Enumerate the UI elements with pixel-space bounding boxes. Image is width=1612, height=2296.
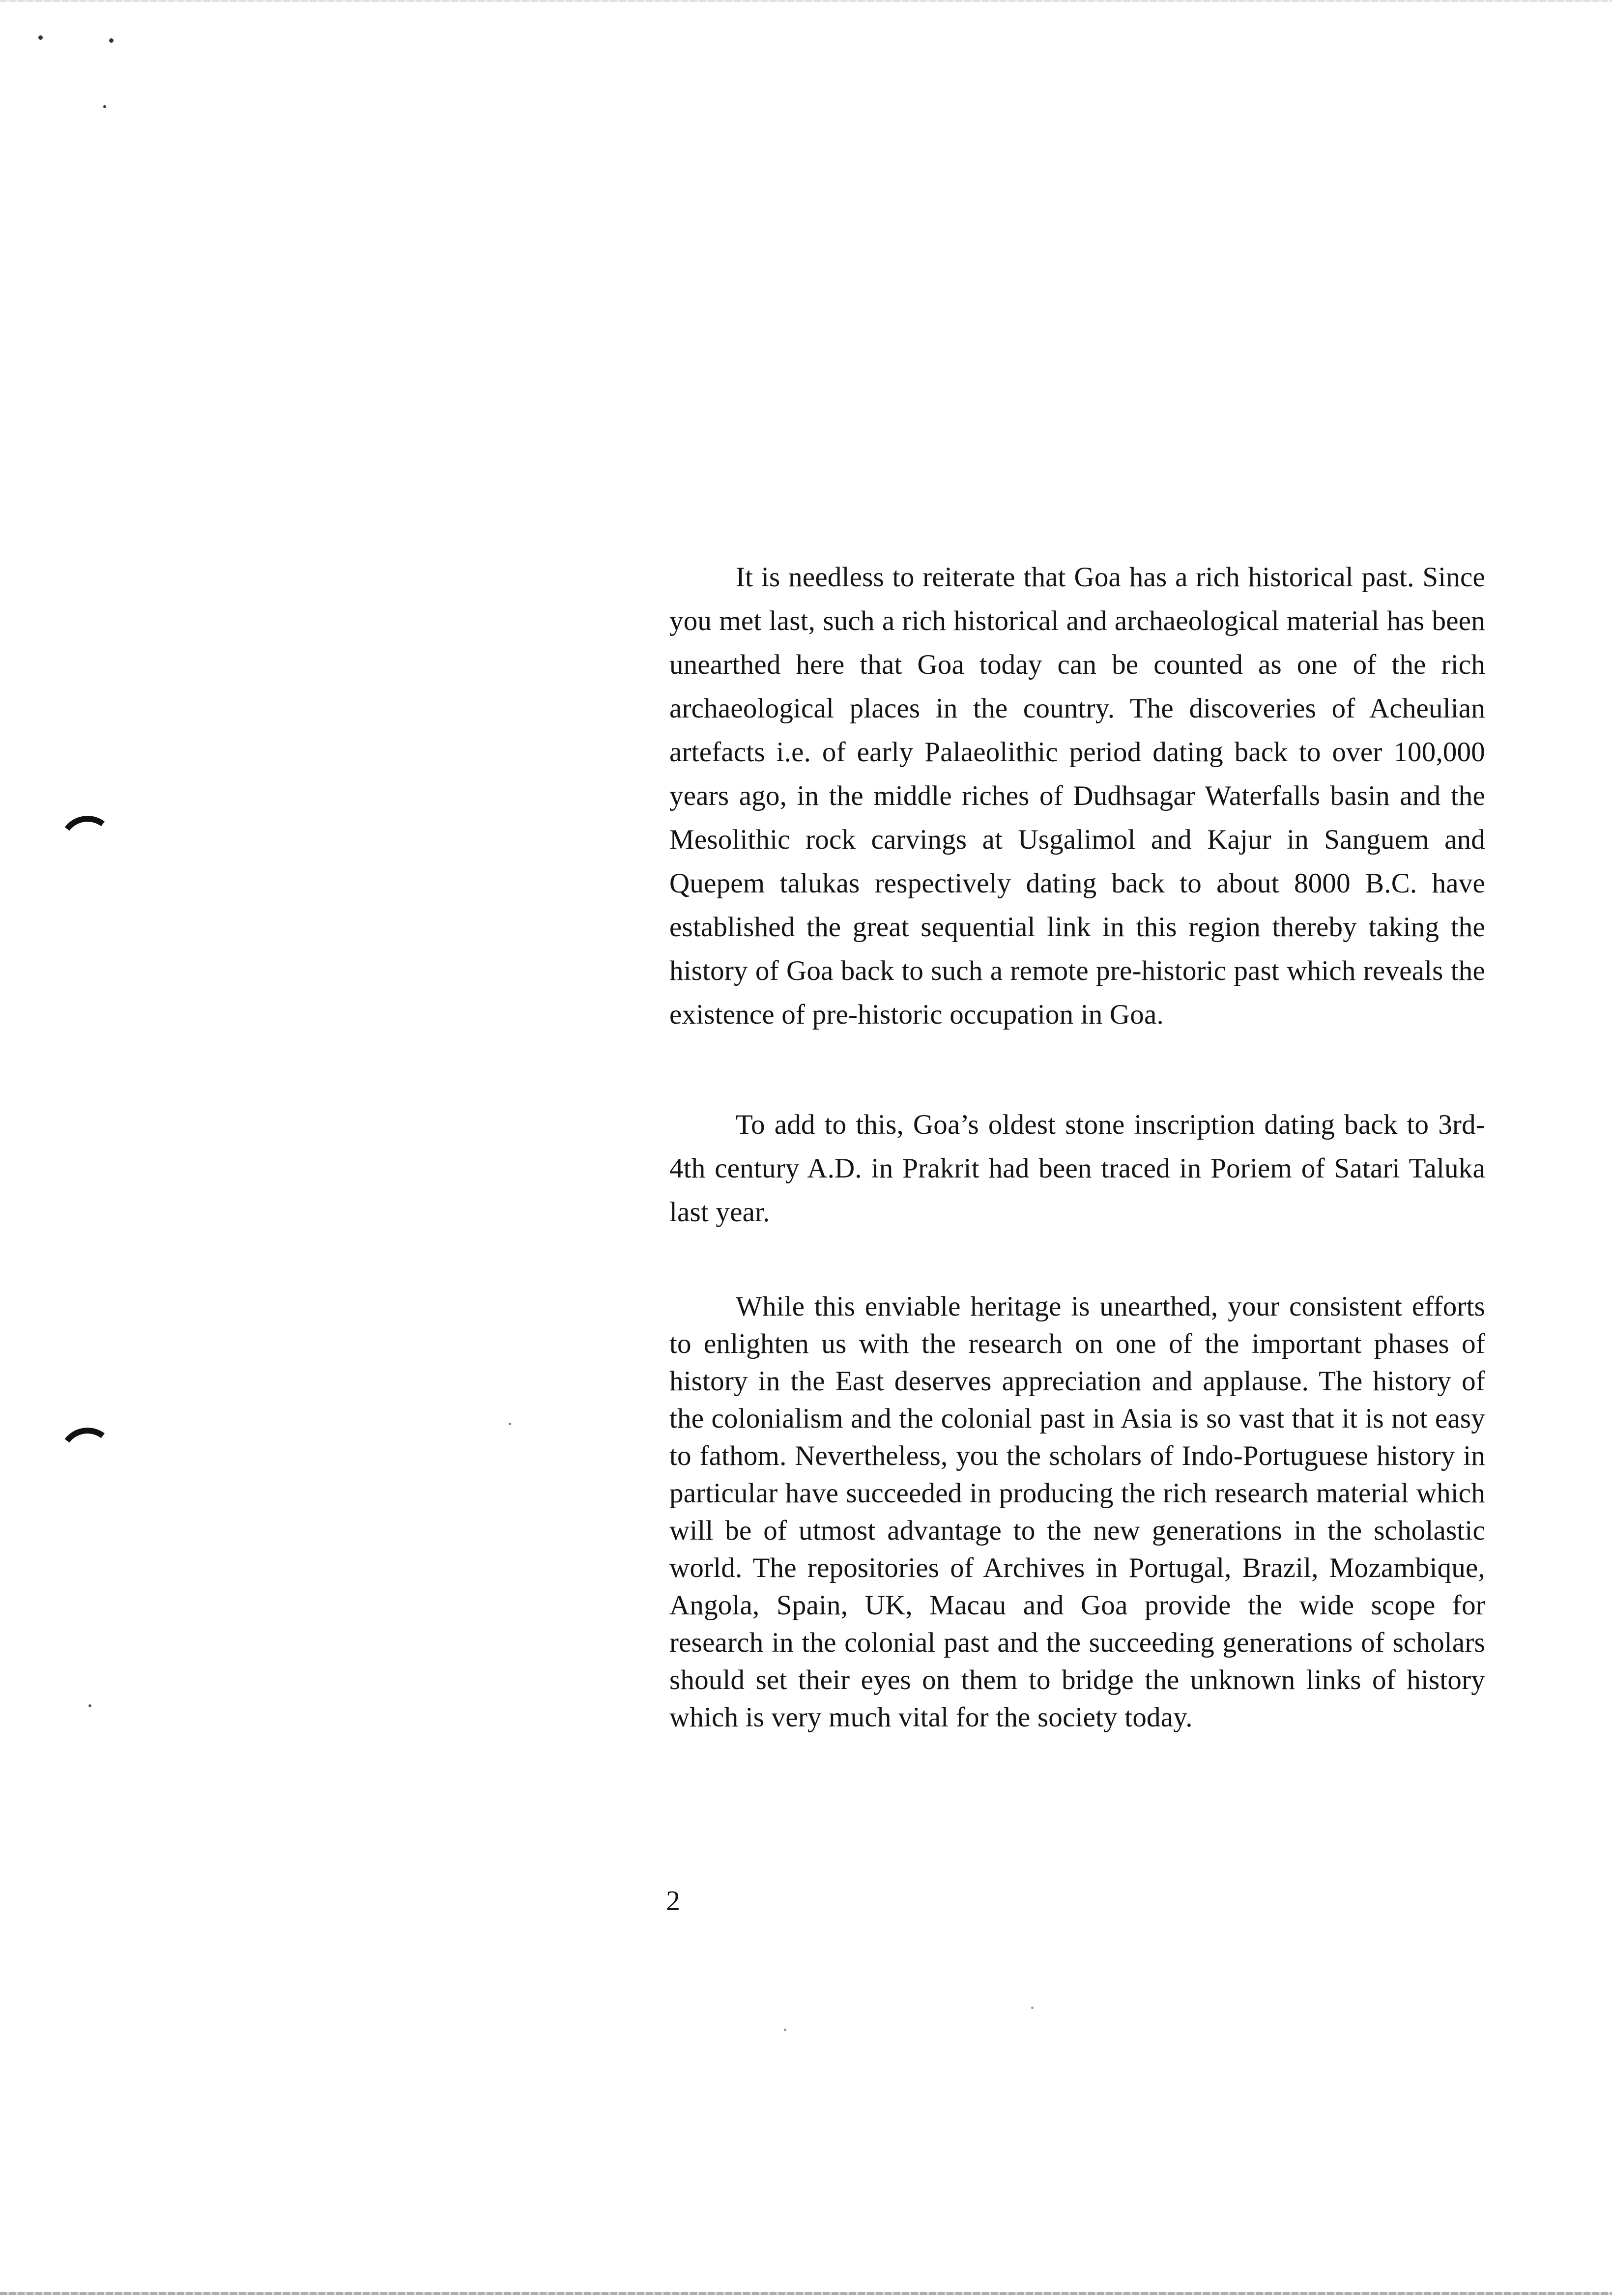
scan-speck (88, 1704, 91, 1707)
scan-speck (109, 38, 114, 43)
page-number: 2 (666, 1885, 680, 1917)
body-text (669, 555, 1485, 1736)
scan-bottom-edge (0, 2292, 1612, 2295)
scan-speck (509, 1423, 511, 1425)
paragraph-stone-inscription: To add to this, Goa’s oldest stone inscription dating back to 3rd-4th century A.D. in Prakrit had been traced in Poriem of Satari Taluka last year. (669, 1109, 1485, 1228)
paragraph-heritage-past: It is needless to reiterate that Goa has a rich historical past. Since you met last, such a rich historical and archaeological material has been unearthed here that Goa today can be counted as one of the rich archaeological places in the country. The discoveries of Acheulian artefacts i.e. of early Palaeolithic period dating back to over 100,000 years ago, in the middle riches of Dudhsagar Waterfalls basin and the Mesolithic rock carvings at Usgalimol and Kajur in Sanguem and Quepem talukas respectively dating back to about 8000 B.C. have established the great sequential link in this region thereby taking the history of Goa back to such a remote pre-historic past which reveals the existence of pre-historic occupation in Goa. (669, 562, 1485, 1030)
punch-hole-mark (55, 812, 119, 876)
scan-speck (784, 2029, 786, 2031)
paragraph-spacer (669, 1234, 1485, 1288)
paragraph-colonial-research: While this enviable heritage is unearthed, your consistent efforts to enlighten us with the research on one of the important phases of history in the East deserves appreciation and applause. The history of the colonialism and the colonial past in Asia is so vast that it is not easy to fathom. Nevertheless, you the scholars of Indo-Portuguese history in particular have succeeded in producing the rich research material which will be of utmost advantage to the new generations in the scholastic world. The repositories of Archives in Portugal, Brazil, Mozambique, Angola, Spain, UK, Macau and Goa provide the wide scope for research in the colonial past and the succeeding generations of scholars should set their eyes on them to bridge the unknown links of history which is very much vital for the society today. (669, 1291, 1485, 1733)
scan-top-edge (0, 0, 1612, 2)
scan-speck (103, 105, 106, 108)
punch-hole-mark (55, 1424, 119, 1488)
scan-speck (1031, 2007, 1034, 2009)
scan-speck (38, 35, 43, 40)
paragraph-spacer (669, 1036, 1485, 1103)
